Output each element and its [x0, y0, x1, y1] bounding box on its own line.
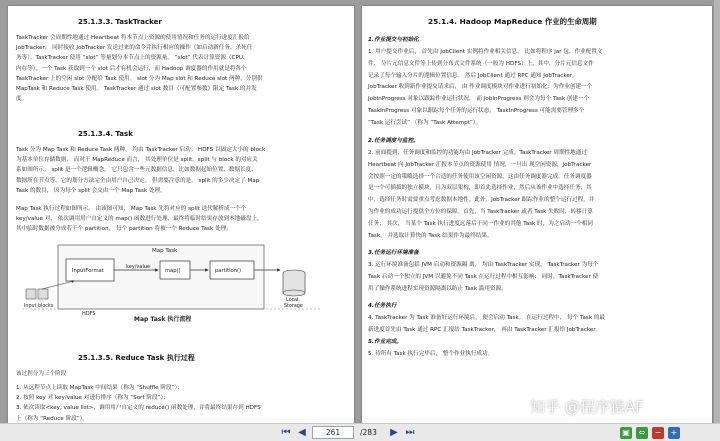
fit-width-button[interactable] — [636, 427, 648, 439]
heading-task: 25.1.3.4. Task — [78, 130, 133, 138]
watermark: 知乎 @程序猿AF — [530, 398, 644, 416]
text-line: Task 分为 Map Task 和 Reduce Task 两种， 均由 TaskTracker 启动。 HDFS 以固定大小的 block — [16, 147, 266, 153]
text-line: 上（称为 “Reduce 阶段”）。 — [16, 415, 88, 422]
text-line: Map Task 执行过程如图所示。 由该图可知， Map Task 先将对应的 split 迭代解析成一个个 — [16, 206, 247, 212]
text-line: 数据所在节点等。它的划分方法完全由用户自己决定。 但需要注意的是， split 的多少决定了 Map — [16, 177, 260, 184]
text-line: 度。 — [16, 96, 28, 103]
local-storage-label: Local — [286, 298, 299, 303]
text-line: 是一个可插拔的独立模块，且为双层架构，即首先选择作业，然后从该作业中选择任务，其 — [368, 185, 592, 192]
text-line: key/value 对， 依次调用用户自定义的 map() 函数进行处理，最终将临时结果存放到本地磁盘上， — [16, 216, 263, 223]
pdf-page-right — [362, 6, 712, 426]
text-line: JobTracker 收到新作业提交请求后， 由 作业调度模块对作业进行初始化：为作业创建一个 — [368, 84, 593, 91]
zoom-out-icon: − — [654, 428, 662, 437]
last-page-button[interactable] — [404, 427, 416, 439]
text-line: 记录了每个输入分片的逻辑位置信息。 然后 JobClient 通过 RPC 通知 JobTracker。 — [368, 72, 578, 79]
text-line: 1. 用户提交作业后， 首先由 JobClient 实例将作业相关信息， 比如将程序 jar 包、作业配置文 — [368, 49, 603, 55]
text-line: JobInProgress 对象以跟踪作业运行状况， 而 JobInProgress 则会为每个 Task 创建一个 — [368, 96, 590, 103]
map-task-diagram — [22, 243, 322, 323]
text-line: JobTracker， 同时接收 JobTracker 发送过来的命令并执行相应的操作（如启动新任务、杀死任 — [16, 45, 253, 52]
next-page-icon: ▶ — [390, 427, 398, 438]
first-page-icon: ⏮ — [281, 427, 291, 438]
text-line: 3. 依次读取<key, value list>，调用用户自定义的 reduce() 函数处理，并将最终结果存到 HDFS — [16, 405, 261, 412]
input-format-label: InputFormat — [72, 268, 104, 274]
text-line: TaskTracker 上的空闲 slot 分配给 Task 使用。 slot 分为 Map slot 和 Reduce slot 两种，分别供 — [16, 75, 263, 82]
text-line: “Task 运行尝试” （称为 “Task Attempt”）。 — [368, 119, 482, 126]
text-line: 2. 前面提到，任务调度和监控的功能均由 JobTracker 完成。TaskTracker 周期性地通过 — [368, 150, 587, 156]
text-line: 任务； 其次， 当某个 Task 执行进度远落后于同一作业的其他 Task 时，为之启动一个相同 — [368, 220, 593, 227]
page-total: /283 — [360, 428, 377, 437]
text-line: Task， 并选取计算快的 Task 结果作为最终结果。 — [368, 232, 493, 239]
first-page-button[interactable] — [280, 427, 292, 439]
text-line: 件、 分片元信息文件等上传到分布式文件系统（一般为 HDFS）上，其中，分片元信息文件 — [368, 60, 594, 67]
zoom-in-icon: + — [670, 428, 678, 437]
fit-page-icon: ▣ — [622, 428, 630, 437]
last-page-icon: ⏭ — [405, 427, 415, 438]
zoom-in-button[interactable] — [668, 427, 680, 439]
svg-text:Storage: Storage — [284, 304, 303, 309]
text-line: MapTask 和 Reduce Task 使用。 TaskTracker 通过 slot 数目（可配置参数）限定 Task 的并发 — [16, 86, 257, 92]
section-4-title: 4.任务执行 — [368, 303, 397, 309]
section-3-title: 3.任务运行环境准备 — [368, 250, 419, 256]
text-line: TaskInProgress 对象以跟踪每个任务的运行状态， TaskInProgress 可能需要管理多个 — [368, 108, 585, 114]
kv-label: key/value — [126, 264, 151, 270]
text-line: TaskTracker 会周期性地通过 Heartbeat 将本节点上资源的使用情况和任务的运行进度汇报给 — [16, 35, 250, 41]
text-line: 新进度首先由 Task 通过 RPC 汇报给 TaskTracker， 再由 TaskTracker 汇报给 JobTracker。 — [368, 326, 602, 333]
text-line: 用了操作系统进程实现资源隔离以防止 Task 滥用资源。 — [368, 285, 507, 292]
text-line: 会按照一定的策略选择一个合适的任务使用该空闲资源，这由任务调度器完成。任务调度器 — [368, 173, 592, 180]
zoom-out-button[interactable] — [652, 427, 664, 439]
fit-width-icon: ⇔ — [638, 428, 646, 437]
text-line: 系如图所示。 split 是一个逻辑概念， 它只包含一些元数据信息，比如数据起始位置、数据长度、 — [16, 167, 257, 174]
map-fn-label: map() — [165, 268, 181, 274]
diagram-caption: Map Task 执行流程 — [134, 316, 192, 323]
prev-page-button[interactable] — [296, 427, 308, 439]
text-line: 1. 从远程节点上读取 MapTask 中间结果（称为 “Shuffle 阶段”）； — [16, 385, 183, 391]
text-line: 为基本单位存储数据， 而对于 MapReduce 而言， 其处理单位是 split。split 与 block 的对应关 — [16, 157, 258, 164]
reduce-intro: 该过程分为三个阶段 — [16, 371, 67, 377]
partition-label: partition() — [215, 268, 242, 274]
text-line: Heartbeat 向 JobTracker 汇报本节点的资源使用 情况，一旦出 现空闲资源，JobTracker — [368, 161, 592, 168]
input-blocks-label: Input blocks — [24, 304, 54, 309]
section-2-title: 2.任务调度与监控。 — [368, 138, 419, 144]
text-line: 2. 按照 key 对 key/value 对进行排序（称为 “Sort 阶段”）； — [16, 395, 169, 402]
text-line: 为作业的成功运行提供全方位的保障。首先，当 TaskTracker 或者 Task 失败时，转移计算 — [368, 209, 593, 215]
page-number-input[interactable] — [312, 426, 354, 439]
text-line: 5. 待所有 Task 执行完毕后， 整个作业执行成功。 — [368, 351, 494, 357]
text-line: 中，选择任务时需要重点考虑数据本地性。此外，JobTracker 跟踪作业的整个运行过程，并 — [368, 197, 595, 204]
prev-page-icon: ◀ — [298, 427, 306, 438]
map-task-label: Map Task — [152, 248, 178, 254]
text-line: 3. 运行环境准备包括 JVM 启动和资源隔 离， 均由 TaskTracker 实现。 TaskTracker 为每个 — [368, 262, 599, 268]
text-line: 务等）。TaskTracker 使用 “slot” 等量划分本节点上的资源量。 “slot” 代表计算资源（CPU、 — [16, 55, 249, 62]
text-line: Task 的数目， 因为每个 split 会交由一个 Map Task 处理。 — [16, 187, 166, 194]
pdf-page-left — [8, 6, 354, 426]
heading-lifecycle: 25.1.4. Hadoop MapReduce 作业的生命周期 — [428, 17, 597, 26]
text-line: 4. TaskTracker 为 Task 准备好运行环境后， 便会启动 Task。 在运行过程中， 每个 Task 的最 — [368, 315, 606, 321]
section-1-title: 1.作业提交与初始化 — [368, 37, 419, 43]
text-line: 内存等）。一个 Task 获取到一个 slot 后才有机会运行，而 Hadoop 调度器的作用就是将各个 — [16, 65, 247, 72]
viewer-toolbar — [0, 423, 720, 441]
fit-page-button[interactable] — [620, 427, 632, 439]
vertical-scrollbar[interactable] — [714, 0, 720, 423]
section-5-title: 5.作业完成。 — [368, 339, 402, 345]
heading-reduce: 25.1.3.5. Reduce Task 执行过程 — [78, 354, 195, 362]
text-line: Task 启动一个独立的 JVM 以避免不同 Task 在运行过程中相互影响； 同时，TaskTracker 使 — [368, 273, 599, 280]
heading-tasktracker: 25.1.3.3. TaskTracker — [78, 18, 162, 26]
text-line: 其中临时数据被分成若干个 partition， 每个 partition 将被一个 Reduce Task 处理。 — [16, 226, 232, 233]
hdfs-label: HDFS — [82, 311, 96, 317]
next-page-button[interactable] — [388, 427, 400, 439]
